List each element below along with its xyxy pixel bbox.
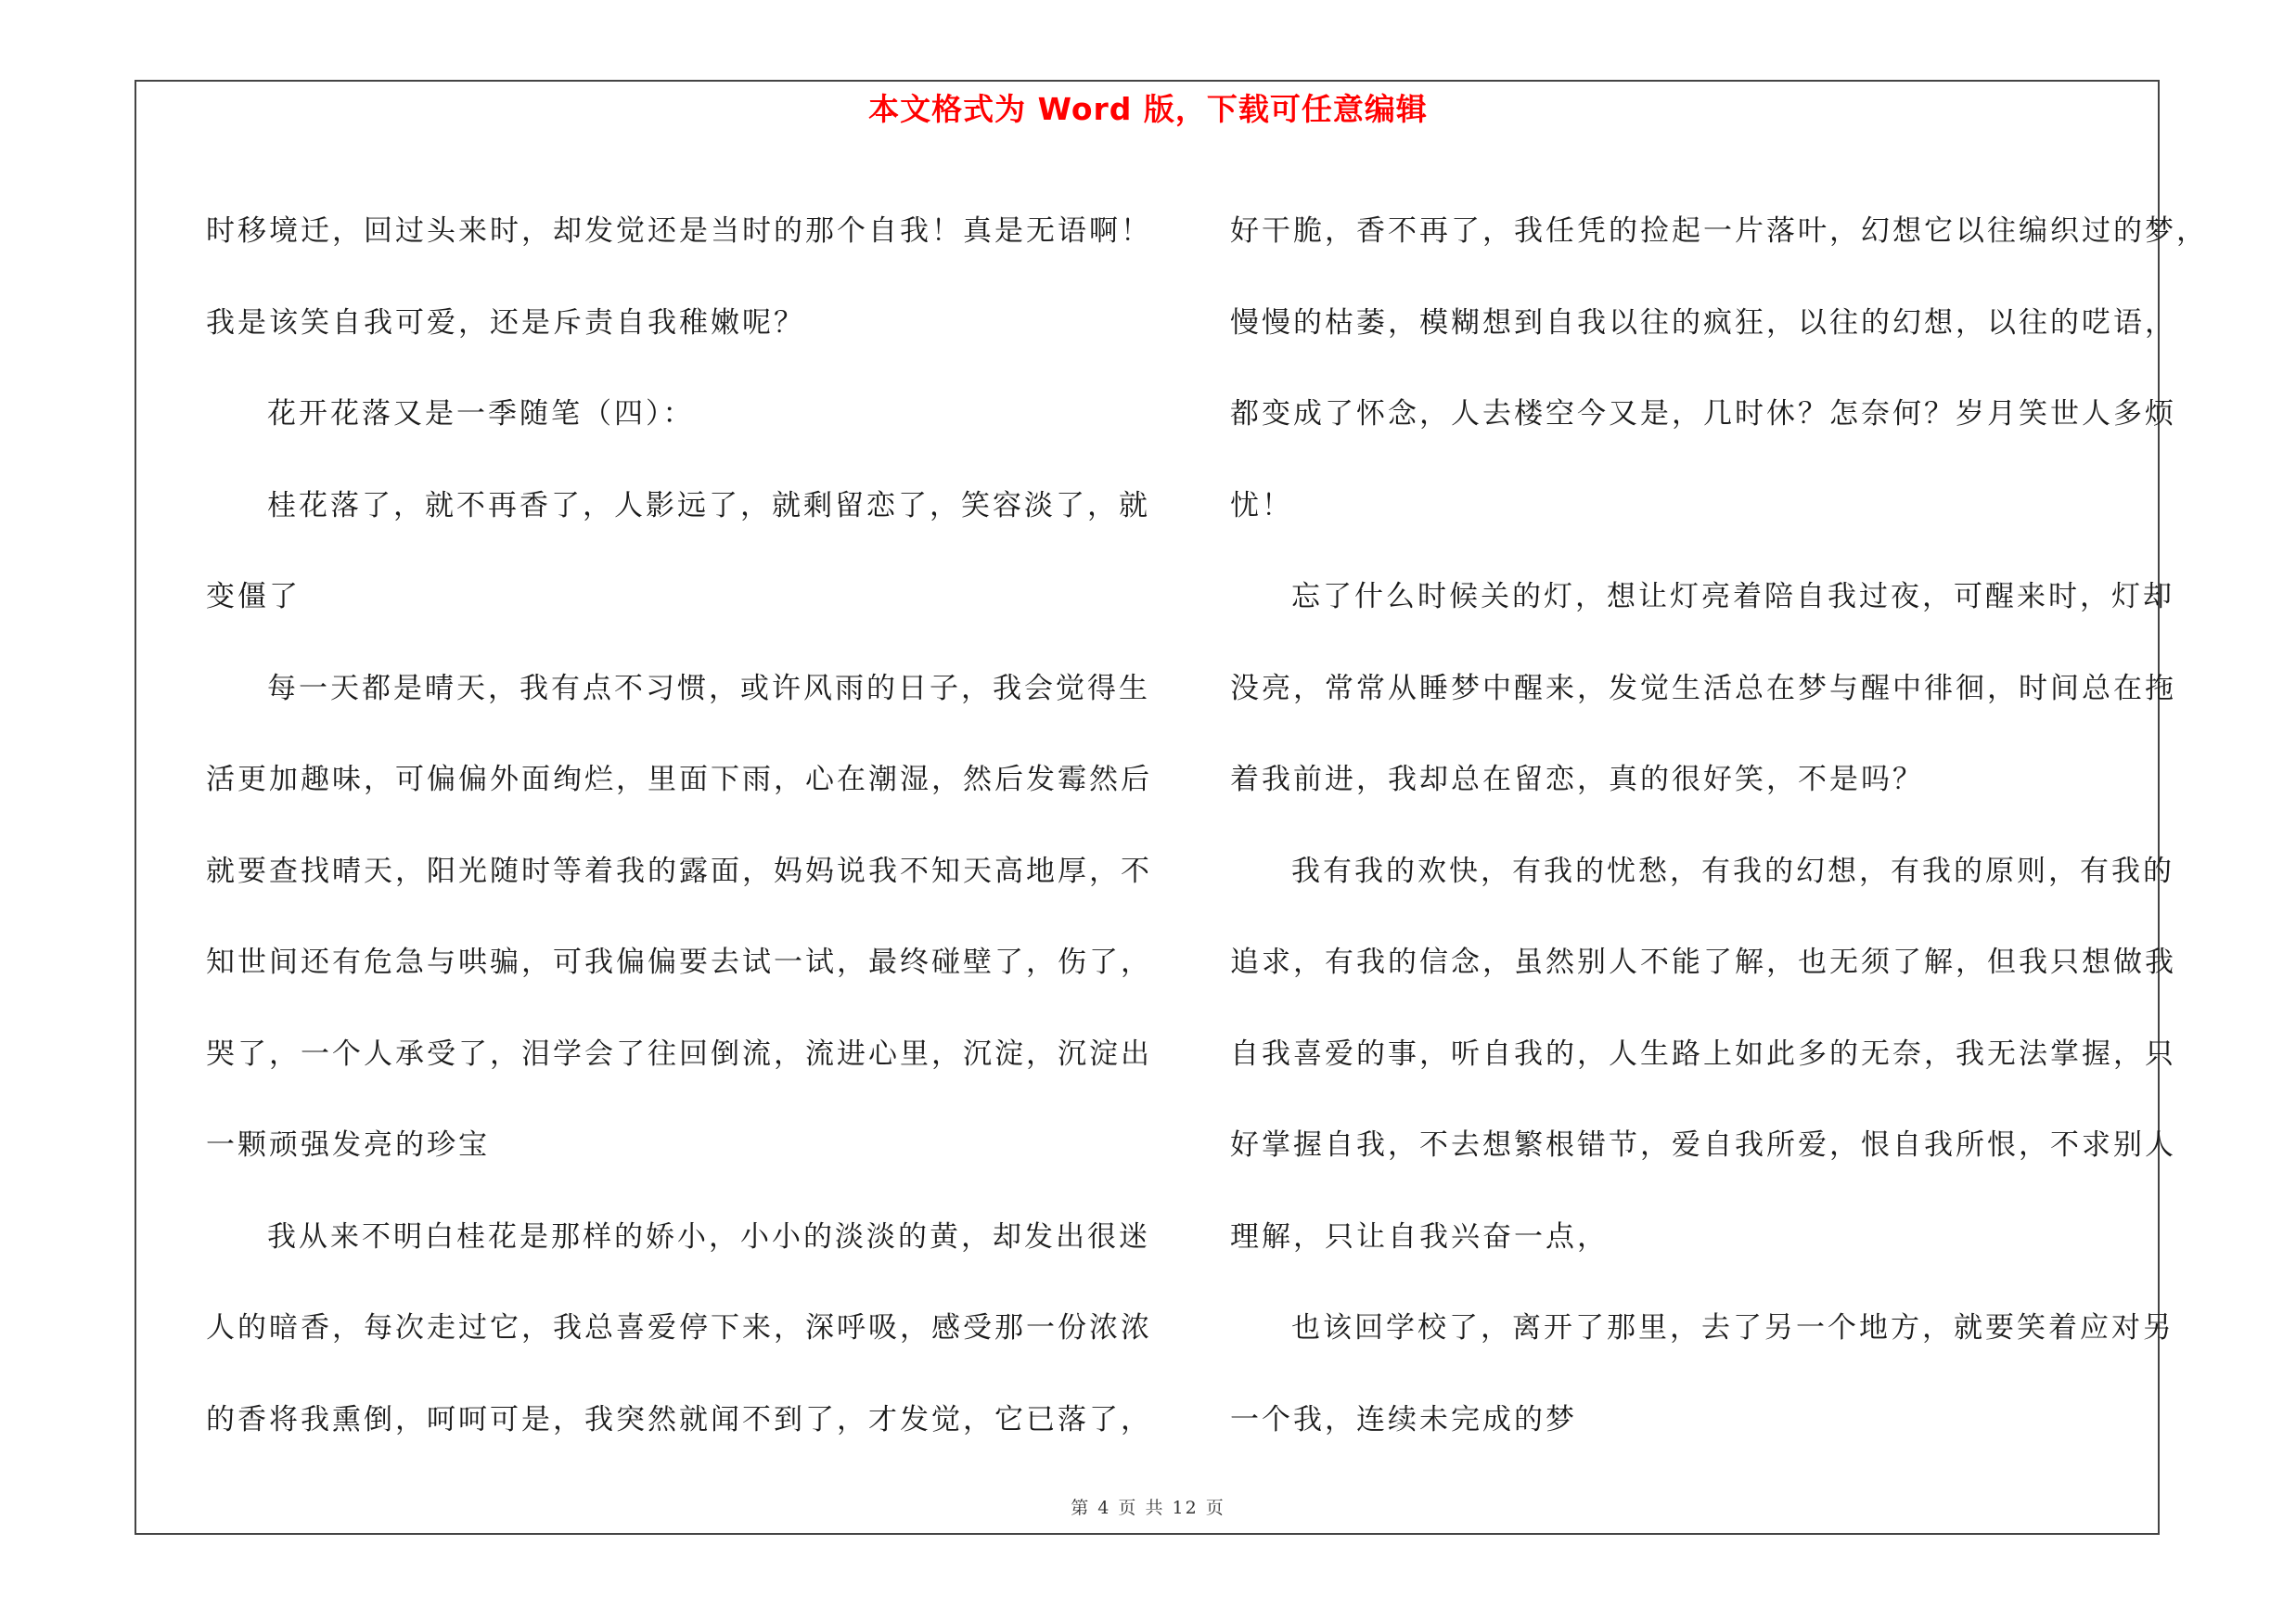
page-number: 第 4 页 共 12 页 — [1071, 1498, 1225, 1518]
text-line: 追求，有我的信念，虽然别人不能了解，也无须了解，但我只想做我 — [1230, 946, 2176, 979]
section-heading: 花开花落又是一季随笔（四）： — [267, 397, 695, 431]
text-line: 忧！ — [1230, 488, 1293, 522]
text-line: 一个我，连续未完成的梦 — [1230, 1402, 1577, 1436]
text-line: 知世间还有危急与哄骗，可我偏偏要去试一试，最终碰壁了，伤了， — [206, 946, 1152, 979]
text-line: 着我前进，我却总在留恋，真的很好笑，不是吗？ — [1230, 763, 1924, 796]
text-line: 理解，只让自我兴奋一点， — [1230, 1219, 1609, 1254]
text-line: 我是该笑自我可爱，还是斥责自我稚嫩呢？ — [206, 305, 805, 340]
text-line: 一颗顽强发亮的珍宝 — [206, 1128, 490, 1162]
text-line: 我从来不明白桂花是那样的娇小，小小的淡淡的黄，却发出很迷 — [267, 1219, 1150, 1254]
text-line: 桂花落了，就不再香了，人影远了，就剩留恋了，笑容淡了，就 — [267, 488, 1150, 522]
text-line: 的香将我熏倒，呵呵可是，我突然就闻不到了，才发觉，它已落了， — [206, 1402, 1152, 1436]
left-text-column — [206, 186, 1152, 1465]
right-text-column — [1230, 186, 2208, 1465]
text-line: 慢慢的枯萎，模糊想到自我以往的疯狂，以往的幻想，以往的呓语， — [1230, 305, 2176, 340]
text-line: 就要查找晴天，阳光随时等着我的露面，妈妈说我不知天高地厚，不 — [206, 854, 1152, 888]
text-line: 好掌握自我，不去想繁根错节，爱自我所爱，恨自我所恨，不求别人 — [1230, 1128, 2176, 1162]
text-line: 好干脆，香不再了，我任凭的捡起一片落叶，幻想它以往编织过的梦， — [1230, 214, 2208, 248]
text-line: 都变成了怀念，人去楼空今又是，几时休？怎奈何？岁月笑世人多烦 — [1230, 397, 2176, 431]
text-line: 活更加趣味，可偏偏外面绚烂，里面下雨，心在潮湿，然后发霉然后 — [206, 763, 1152, 796]
text-line: 忘了什么时候关的灯，想让灯亮着陪自我过夜，可醒来时，灯却 — [1291, 580, 2174, 613]
text-line: 哭了，一个人承受了，泪学会了往回倒流，流进心里，沉淀，沉淀出 — [206, 1037, 1152, 1071]
text-line: 每一天都是晴天，我有点不习惯，或许风雨的日子，我会觉得生 — [267, 671, 1150, 705]
text-line: 没亮，常常从睡梦中醒来，发觉生活总在梦与醒中徘徊，时间总在拖 — [1230, 671, 2176, 705]
text-line: 时移境迁，回过头来时，却发觉还是当时的那个自我！真是无语啊！ — [206, 214, 1152, 248]
text-line: 也该回学校了，离开了那里，去了另一个地方，就要笑着应对另 — [1291, 1311, 2174, 1345]
text-line: 自我喜爱的事，听自我的，人生路上如此多的无奈，我无法掌握，只 — [1230, 1037, 2176, 1071]
word-format-banner: 本文格式为 Word 版，下载可任意编辑 — [868, 91, 1428, 127]
text-line: 人的暗香，每次走过它，我总喜爱停下来，深呼吸，感受那一份浓浓 — [206, 1311, 1152, 1345]
text-line: 变僵了 — [206, 580, 301, 613]
text-line: 我有我的欢快，有我的忧愁，有我的幻想，有我的原则，有我的 — [1291, 854, 2174, 888]
